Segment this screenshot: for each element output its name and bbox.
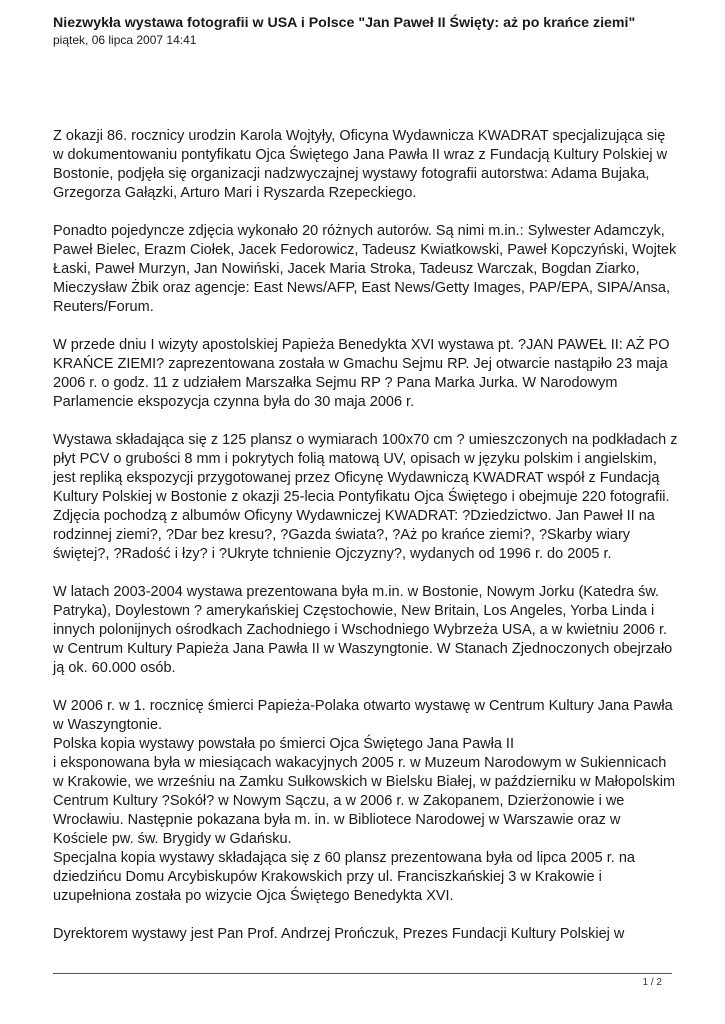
publication-date: piątek, 06 lipca 2007 14:41 (53, 33, 197, 47)
paragraph-sejm: W przede dniu I wizyty apostolskiej Papieża Benedykta XVI wystawa pt. ?JAN PAWEŁ II: AŻ PO KRAŃCE ZIEMI? zaprezentowana została w Gmachu Sejmu RP. Jej otwarcie nastąpiło 23 maja 2006 r. o godz. 11 z udziałem Marszałka Sejmu RP ? Pana Marka Jurka. W Narodowym Parlamencie ekspozycja czynna była do 30 maja 2006 r. (53, 337, 670, 410)
page-number: 1 / 2 (642, 977, 662, 988)
paragraph-polish-copy: Polska kopia wystawy powstała po śmierci Ojca Świętego Jana Pawła II i eksponowana była w miesiącach wakacyjnych 2005 r. w Muzeum Narodowym w Sukiennicach w Krakowie, we wrześniu na Zamku Sułkowskich w Bielsku Białej, w październiku w Małopolskim Centrum Kultury ?Sokół? w Nowym Sączu, a w 2006 r. w Zakopanem, Dzierżonowie i we Wrocławiu. Następnie pokazana była m. in. w Bibliotece Narodowej w Warszawie oraz w Kościele pw. św. Brygidy w Gdańsku. (53, 736, 676, 847)
document-header (53, 14, 683, 48)
paragraph-usa-tour: W latach 2003-2004 wystawa prezentowana była m.in. w Bostonie, Nowym Jorku (Katedra św. Patryka), Doylestown ? amerykańskiej Częstochowie, New Britain, Los Angeles, Yorba Linda i innych polonijnych ośrodkach Zachodniego i Wschodniego Wybrzeża USA, a w kwietniu 2006 r. w Centrum Kultury Papieża Jana Pawła II w Waszyngtonie. W Stanach Zjednoczonych obejrzało ją ok. 60.000 osób. (53, 584, 673, 676)
paragraph-intro: Z okazji 86. rocznicy urodzin Karola Wojtyły, Oficyna Wydawnicza KWADRAT specjalizująca się w dokumentowaniu pontyfikatu Ojca Świętego Jana Pawła II wraz z Fundacją Kultury Polskiej w Bostonie, podjęła się organizacji nadzwyczajnej wystawy fotografii autorstwa: Adama Bujaka, Grzegorza Gałązki, Arturo Mari i Ryszarda Rzepeckiego. (53, 128, 668, 201)
paragraph-exhibition-details: Wystawa składająca się z 125 plansz o wymiarach 100x70 cm ? umieszczonych na podkładach z płyt PCV o grubości 8 mm i pokrytych folią matową UV, opisach w języku polskim i angielskim, jest repliką ekspozycji przygotowanej przez Oficynę Wydawniczą KWADRAT współ z Fundacją Kultury Polskiej w Bostonie z okazji 25-lecia Pontyfikatu Ojca Świętego i obejmuje 220 fotografii. Zdjęcia pochodzą z albumów Oficyny Wydawniczej KWADRAT: ?Dziedzictwo. Jan Paweł II na rodzinnej ziemi?, ?Dar bez kresu?, ?Gazda świata?, ?Aż po krańce ziemi?, ?Skarby wiary świętej?, ?Radość i łzy? i ?Ukryte tchnienie Ojczyzny?, wydanych od 1996 r. do 2005 r. (53, 432, 678, 562)
page-title: Niezwykła wystawa fotografii w USA i Polsce "Jan Paweł II Święty: aż po krańce ziemi" (53, 15, 636, 31)
paragraph-authors: Ponadto pojedyncze zdjęcia wykonało 20 różnych autorów. Są nimi m.in.: Sylwester Adamczyk, Paweł Bielec, Erazm Ciołek, Jacek Fedorowicz, Tadeusz Kwiatkowski, Paweł Kopczyński, Wojtek Łaski, Paweł Murzyn, Jan Nowiński, Jacek Maria Stroka, Tadeusz Warczak, Bogdan Ziarko, Mieczysław Żbik oraz agencje: East News/AFP, East News/Getty Images, PAP/EPA, SIPA/Ansa, Reuters/Forum. (53, 223, 677, 315)
paragraph-washington: W 2006 r. w 1. rocznicę śmierci Papieża-Polaka otwarto wystawę w Centrum Kultury Jana Pawła w Waszyngtonie. (53, 698, 673, 733)
paragraph-special-copy: Specjalna kopia wystawy składająca się z 60 plansz prezentowana była od lipca 2005 r. na dziedzińcu Domu Arcybiskupów Krakowskich przy ul. Franciszkańskiej 3 w Krakowie i uzupełniona została po wizycie Ojca Świętego Benedykta XVI. (53, 850, 635, 904)
article-body (53, 127, 678, 963)
footer-divider (53, 973, 672, 974)
paragraph-director: Dyrektorem wystawy jest Pan Prof. Andrzej Prończuk, Prezes Fundacji Kultury Polskiej w (53, 926, 625, 942)
